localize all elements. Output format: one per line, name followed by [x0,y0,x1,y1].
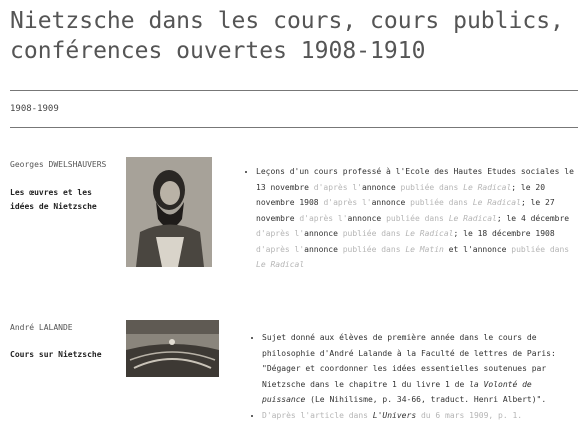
list-item: • Sujet donné aux élèves de première année dans le cours de philosophie d'André Lalande à la Faculté de lettres de Paris: "Dégager et coordonner les idées essentielles soutenues par Nietzsche dans le chapitre 1 du livre 1 de la Volonté de puissance (Le Nihilisme, p. 34-66, traduct. Henri Albert)". [262,330,576,408]
entry-bullets [250,330,576,423]
divider-year [10,127,578,128]
list-item: • Leçons d'un cours professé à l'Ecole des Hautes Etudes sociales le 13 novembre d'après l'annonce publiée dans Le Radical; le 20 novembre 1908 d'après l'annonce publiée dans Le Radical; le 27 novembre d'après l'annonce publiée dans Le Radical; le 4 décembre d'après l'annonce publiée dans Le Radical; le 18 décembre 1908 d'après l'annonce publiée dans Le Matin et l'annonce publiée dans Le Radical [256,164,574,273]
list-item: • D'après l'article dans L'Univers du 6 mars 1909, p. 1. [262,408,576,423]
portrait-image [126,157,212,267]
section-year: 1908-1909 [10,104,59,114]
author-name: André LALANDE [10,323,73,332]
work-title: Cours sur Nietzsche [10,348,115,362]
lecture-hall-image [126,320,219,377]
divider-top [10,90,578,91]
entry-bullets [244,164,574,273]
author-photo[interactable] [126,157,212,267]
work-title: Les œuvres et les idées de Nietzsche [10,186,115,214]
page-title: Nietzsche dans les cours, cours publics, conférences ouvertes 1908-1910 [10,6,575,66]
author-name: Georges DWELSHAUVERS [10,160,106,169]
lecture-photo[interactable] [126,320,219,377]
